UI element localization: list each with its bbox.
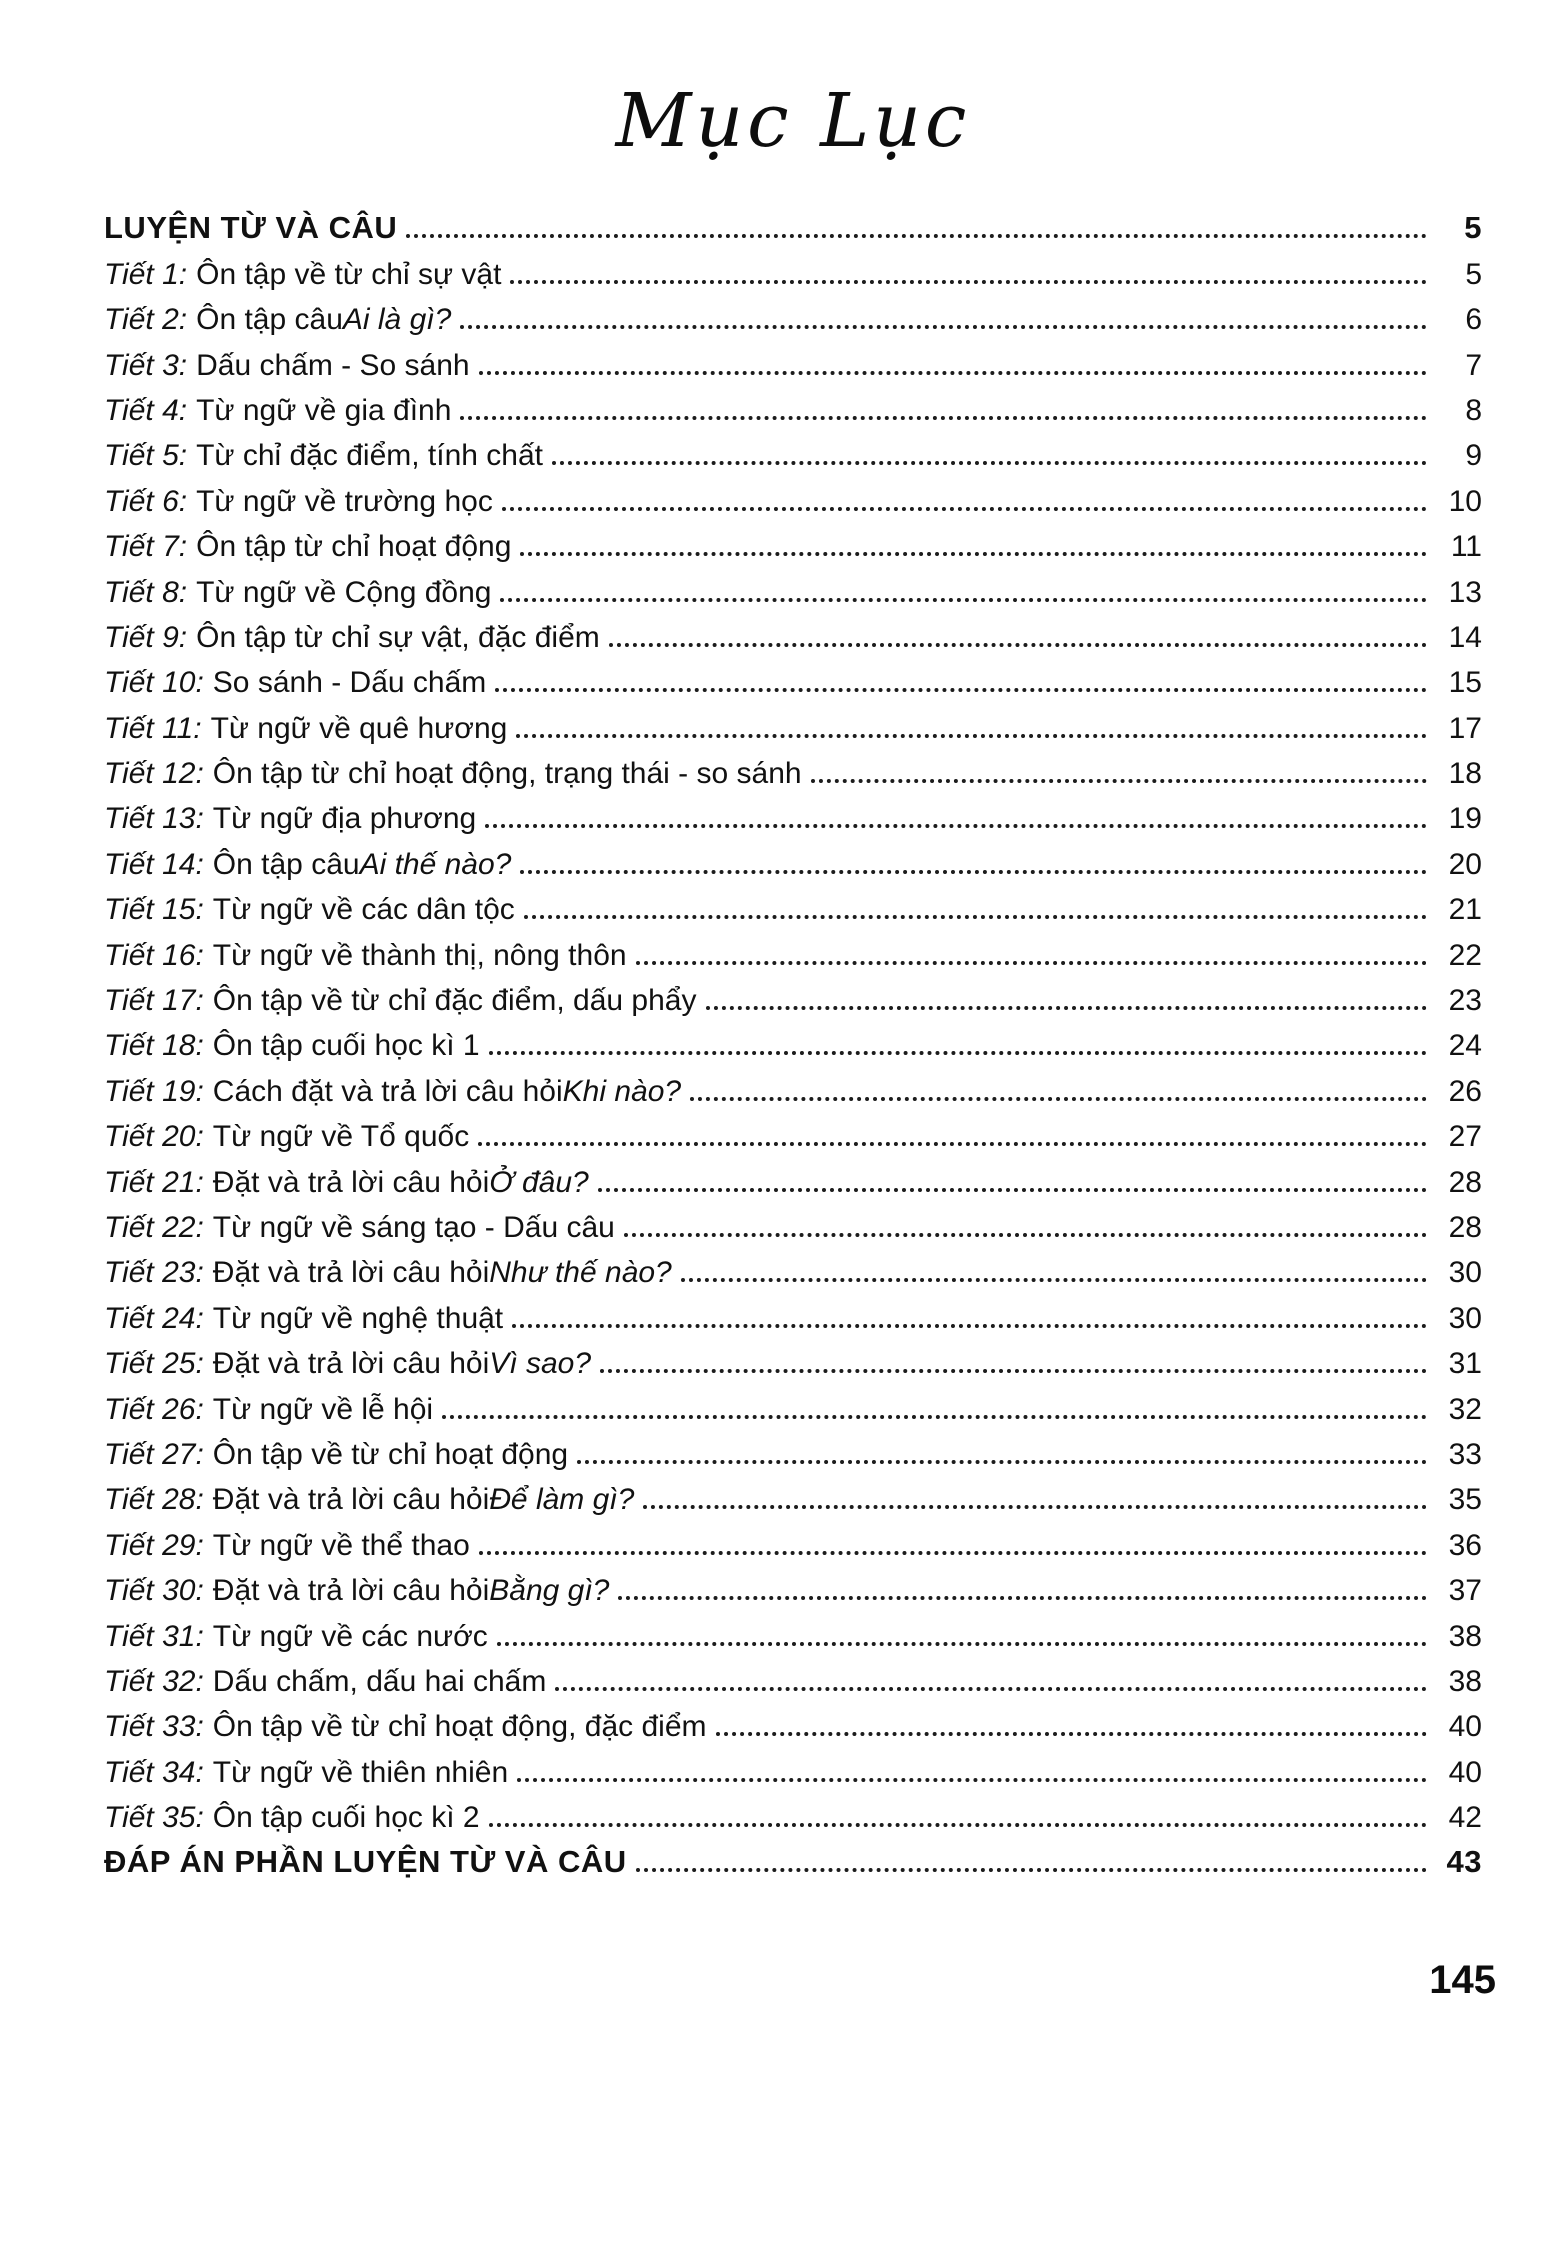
toc-entries xyxy=(104,245,1482,1834)
toc-section-header-label: LUYỆN TỪ VÀ CÂU xyxy=(104,210,398,246)
toc-entry-label: Từ ngữ về Cộng đồng xyxy=(196,575,492,609)
toc-entry xyxy=(104,472,1482,517)
dotted-leader xyxy=(489,1051,1427,1055)
toc-entry-prefix: Tiết 12: xyxy=(104,757,204,791)
toc-entry xyxy=(104,790,1482,835)
dotted-leader xyxy=(495,688,1427,692)
toc-entry-page: 11 xyxy=(1450,530,1482,564)
dotted-leader xyxy=(516,734,1427,738)
toc-entry-page: 26 xyxy=(1448,1074,1482,1108)
toc-entry-prefix: Tiết 27: xyxy=(104,1437,204,1471)
toc-entry-prefix: Tiết 5: xyxy=(104,439,188,473)
toc-entry-page: 40 xyxy=(1448,1755,1482,1789)
toc-entry-page: 31 xyxy=(1448,1347,1482,1381)
toc-entry xyxy=(104,1426,1482,1471)
toc-entry-label: Đặt và trả lời câu hỏi xyxy=(212,1347,490,1381)
dotted-leader xyxy=(485,824,1427,828)
toc-entry-label: Từ ngữ về thành thị, nông thôn xyxy=(212,938,627,972)
toc-entry-label: Ôn tập câu xyxy=(196,303,343,337)
toc-entry-label: Ôn tập từ chỉ hoạt động, trạng thái - so sánh xyxy=(212,757,802,791)
toc-entry-prefix: Tiết 3: xyxy=(104,348,188,382)
toc-entry-label: Từ ngữ về sáng tạo - Dấu câu xyxy=(212,1210,615,1244)
toc-entry xyxy=(104,1516,1482,1561)
toc-entry-label: Từ ngữ về gia đình xyxy=(196,393,452,427)
dotted-leader xyxy=(706,1006,1428,1010)
dotted-leader xyxy=(636,1868,1427,1872)
toc-entry xyxy=(104,1062,1482,1107)
toc-entry-label: Đặt và trả lời câu hỏi xyxy=(212,1483,490,1517)
toc-entry-label: Từ ngữ địa phương xyxy=(212,802,477,836)
toc-entry-label: Từ ngữ về thể thao xyxy=(212,1528,470,1562)
toc-entry-page: 14 xyxy=(1448,620,1482,654)
dotted-leader xyxy=(636,961,1427,965)
toc-entry-prefix: Tiết 26: xyxy=(104,1392,204,1426)
toc-entry-page: 28 xyxy=(1448,1165,1482,1199)
toc-entry-prefix: Tiết 6: xyxy=(104,484,188,518)
toc-entry xyxy=(104,563,1482,608)
page-number: 145 xyxy=(1429,1958,1496,2002)
toc-entry-page: 23 xyxy=(1448,984,1482,1018)
toc-entry-prefix: Tiết 32: xyxy=(104,1664,204,1698)
toc-entry-label: Ôn tập cuối học kì 1 xyxy=(212,1029,480,1063)
toc-entry-page: 15 xyxy=(1448,666,1482,700)
toc-entry-label: Ôn tập từ chỉ hoạt động xyxy=(196,530,512,564)
toc-entry-prefix: Tiết 18: xyxy=(104,1029,204,1063)
toc-entry-prefix: Tiết 8: xyxy=(104,575,188,609)
toc-entry-prefix: Tiết 21: xyxy=(104,1165,204,1199)
dotted-leader xyxy=(598,1188,1427,1192)
toc-entry-label: Từ ngữ về trường học xyxy=(196,484,493,518)
toc-entry-page: 35 xyxy=(1448,1483,1482,1517)
toc-entry-label: Đặt và trả lời câu hỏi xyxy=(212,1574,490,1608)
dotted-leader xyxy=(690,1097,1427,1101)
toc-entry-prefix: Tiết 2: xyxy=(104,303,188,337)
toc-entry-prefix: Tiết 4: xyxy=(104,393,188,427)
toc-entry-page: 21 xyxy=(1448,893,1482,927)
dotted-leader xyxy=(624,1233,1427,1237)
toc-entry-page: 22 xyxy=(1448,938,1482,972)
dotted-leader xyxy=(510,280,1427,284)
toc-entry xyxy=(104,291,1482,336)
toc-entry xyxy=(104,336,1482,381)
toc-entry-page: 30 xyxy=(1448,1256,1482,1290)
dotted-leader xyxy=(478,1142,1427,1146)
dotted-leader xyxy=(460,325,1427,329)
toc-entry xyxy=(104,1289,1482,1334)
toc-entry xyxy=(104,1743,1482,1788)
toc-entry-prefix: Tiết 29: xyxy=(104,1528,204,1562)
toc-entry xyxy=(104,1199,1482,1244)
toc-entry-page: 13 xyxy=(1448,575,1482,609)
toc-entry xyxy=(104,1789,1482,1834)
toc-entry-label: Từ chỉ đặc điểm, tính chất xyxy=(196,439,544,473)
toc-entry xyxy=(104,1607,1482,1652)
toc-entry xyxy=(104,609,1482,654)
toc-entry xyxy=(104,245,1482,290)
dotted-leader xyxy=(512,1324,1427,1328)
toc-entry-page: 37 xyxy=(1448,1574,1482,1608)
toc-entry-label: Từ ngữ về thiên nhiên xyxy=(212,1755,509,1789)
toc-entry-prefix: Tiết 13: xyxy=(104,802,204,836)
toc-entry xyxy=(104,926,1482,971)
dotted-leader xyxy=(442,1415,1427,1419)
toc-entry xyxy=(104,699,1482,744)
toc-entry xyxy=(104,1698,1482,1743)
toc-entry xyxy=(104,745,1482,790)
dotted-leader xyxy=(406,234,1427,238)
toc-entry-label: Từ ngữ về nghệ thuật xyxy=(212,1301,504,1335)
toc-entry-prefix: Tiết 23: xyxy=(104,1256,204,1290)
toc-entry-prefix: Tiết 22: xyxy=(104,1210,204,1244)
toc-entry xyxy=(104,1653,1482,1698)
toc-entry-prefix: Tiết 16: xyxy=(104,938,204,972)
dotted-leader xyxy=(577,1460,1427,1464)
toc-entry-page: 36 xyxy=(1448,1528,1482,1562)
toc-entry-page: 27 xyxy=(1448,1120,1482,1154)
dotted-leader xyxy=(600,1369,1427,1373)
dotted-leader xyxy=(479,371,1427,375)
toc-entry-page: 38 xyxy=(1448,1619,1482,1653)
toc-entry-prefix: Tiết 17: xyxy=(104,984,204,1018)
toc-entry-page: 32 xyxy=(1448,1392,1482,1426)
toc-entry xyxy=(104,881,1482,926)
toc-entry-page: 17 xyxy=(1448,711,1482,745)
dotted-leader xyxy=(618,1596,1427,1600)
toc-entry-prefix: Tiết 19: xyxy=(104,1074,204,1108)
toc-entry-prefix: Tiết 1: xyxy=(104,257,188,291)
toc-entry-label: Ôn tập về từ chỉ hoạt động xyxy=(212,1437,569,1471)
dotted-leader xyxy=(609,643,1427,647)
toc-entry-label-italic: Để làm gì? xyxy=(489,1483,635,1517)
toc-entry-page: 10 xyxy=(1448,484,1482,518)
toc-entry-label: Ôn tập về từ chỉ sự vật xyxy=(196,257,502,291)
toc-entry xyxy=(104,427,1482,472)
dotted-leader xyxy=(520,870,1427,874)
dotted-leader xyxy=(497,1642,1427,1646)
toc-entry xyxy=(104,1108,1482,1153)
toc-entry-page: 5 xyxy=(1465,257,1482,291)
toc-entry xyxy=(104,382,1482,427)
toc-entry-prefix: Tiết 20: xyxy=(104,1120,204,1154)
toc-entry-label-italic: Bằng gì? xyxy=(489,1574,610,1608)
toc-entry xyxy=(104,518,1482,563)
toc-entry-prefix: Tiết 31: xyxy=(104,1619,204,1653)
toc-entry-label-italic: Ở đâu? xyxy=(489,1165,589,1199)
toc-entry-label: Từ ngữ về Tổ quốc xyxy=(212,1120,470,1154)
toc-entry-label: Ôn tập từ chỉ sự vật, đặc điểm xyxy=(196,620,600,654)
toc-entry-label: Đặt và trả lời câu hỏi xyxy=(212,1165,490,1199)
toc-entry xyxy=(104,654,1482,699)
dotted-leader xyxy=(520,552,1427,556)
dotted-leader xyxy=(524,915,1427,919)
toc-entry-label: So sánh - Dấu chấm xyxy=(212,666,487,700)
toc-entry xyxy=(104,1380,1482,1425)
toc-entry-page: 38 xyxy=(1448,1664,1482,1698)
dotted-leader xyxy=(811,779,1427,783)
toc-entry-label-italic: Như thế nào? xyxy=(489,1256,672,1290)
page-title: Mục Lục xyxy=(615,78,971,164)
toc-entry-label-italic: Ai là gì? xyxy=(342,303,452,337)
toc-entry-prefix: Tiết 7: xyxy=(104,530,188,564)
dotted-leader xyxy=(716,1732,1427,1736)
toc-entry xyxy=(104,1471,1482,1516)
toc-entry-page: 40 xyxy=(1448,1710,1482,1744)
toc-entry-prefix: Tiết 10: xyxy=(104,666,204,700)
toc-answers-label: ĐÁP ÁN PHẦN LUYỆN TỪ VÀ CÂU xyxy=(104,1844,627,1880)
toc-entry-prefix: Tiết 15: xyxy=(104,893,204,927)
toc-entry-label-italic: Khi nào? xyxy=(562,1074,682,1108)
toc-entry-prefix: Tiết 28: xyxy=(104,1483,204,1517)
dotted-leader xyxy=(643,1505,1427,1509)
toc-entry-label: Ôn tập về từ chỉ đặc điểm, dấu phẩy xyxy=(212,984,697,1018)
toc-entry-page: 24 xyxy=(1448,1029,1482,1063)
toc-entry-label: Ôn tập cuối học kì 2 xyxy=(212,1801,480,1835)
toc-answers-row xyxy=(104,1834,1482,1879)
toc-entry-prefix: Tiết 9: xyxy=(104,620,188,654)
toc-entry-prefix: Tiết 30: xyxy=(104,1574,204,1608)
toc-entry-page: 28 xyxy=(1448,1210,1482,1244)
toc-entry xyxy=(104,1017,1482,1062)
toc-entry xyxy=(104,972,1482,1017)
dotted-leader xyxy=(460,416,1427,420)
toc-entry-label: Từ ngữ về các dân tộc xyxy=(212,893,515,927)
toc-entry-page: 6 xyxy=(1465,303,1482,337)
toc-entry-page: 30 xyxy=(1448,1301,1482,1335)
toc-entry-label: Ôn tập về từ chỉ hoạt động, đặc điểm xyxy=(212,1710,707,1744)
toc-entry-prefix: Tiết 35: xyxy=(104,1801,204,1835)
toc-section-header xyxy=(104,200,1482,245)
toc-entry-prefix: Tiết 14: xyxy=(104,847,204,881)
toc-entry-label: Từ ngữ về lễ hội xyxy=(212,1392,434,1426)
toc-entry-label: Đặt và trả lời câu hỏi xyxy=(212,1256,490,1290)
toc-entry-page: 18 xyxy=(1448,757,1482,791)
toc-entry-label-italic: Vì sao? xyxy=(489,1347,591,1381)
toc-entry xyxy=(104,1562,1482,1607)
toc-entry-label: Dấu chấm, dấu hai chấm xyxy=(212,1664,547,1698)
toc-entry-page: 9 xyxy=(1465,439,1482,473)
toc-entry-page: 20 xyxy=(1448,847,1482,881)
dotted-leader xyxy=(479,1551,1427,1555)
toc-entry-prefix: Tiết 33: xyxy=(104,1710,204,1744)
toc-entry-page: 33 xyxy=(1448,1437,1482,1471)
toc-entry xyxy=(104,1153,1482,1198)
toc-entry xyxy=(104,1244,1482,1289)
toc-entry-page: 42 xyxy=(1448,1801,1482,1835)
toc-entry-prefix: Tiết 24: xyxy=(104,1301,204,1335)
toc-entry-label: Ôn tập câu xyxy=(212,847,360,881)
dotted-leader xyxy=(555,1687,1427,1691)
toc-entry-label: Từ ngữ về quê hương xyxy=(210,711,508,745)
toc-answers-page: 43 xyxy=(1446,1844,1482,1880)
dotted-leader xyxy=(681,1278,1427,1282)
dotted-leader xyxy=(552,461,1427,465)
toc-entry-label-italic: Ai thế nào? xyxy=(359,847,512,881)
toc-entry xyxy=(104,835,1482,880)
toc-section-header-page: 5 xyxy=(1464,210,1482,246)
toc-entry-prefix: Tiết 11: xyxy=(104,711,202,745)
toc-entry-prefix: Tiết 25: xyxy=(104,1347,204,1381)
dotted-leader xyxy=(502,507,1427,511)
toc-entry-prefix: Tiết 34: xyxy=(104,1755,204,1789)
toc-entry-label: Cách đặt và trả lời câu hỏi xyxy=(212,1074,563,1108)
toc-entry-page: 8 xyxy=(1465,393,1482,427)
toc-entry-label: Từ ngữ về các nước xyxy=(212,1619,488,1653)
dotted-leader xyxy=(489,1823,1427,1827)
table-of-contents xyxy=(104,200,1482,1879)
toc-entry-page: 19 xyxy=(1448,802,1482,836)
dotted-leader xyxy=(517,1778,1427,1782)
toc-entry xyxy=(104,1335,1482,1380)
dotted-leader xyxy=(500,598,1427,602)
toc-entry-label: Dấu chấm - So sánh xyxy=(196,348,470,382)
toc-entry-page: 7 xyxy=(1465,348,1482,382)
